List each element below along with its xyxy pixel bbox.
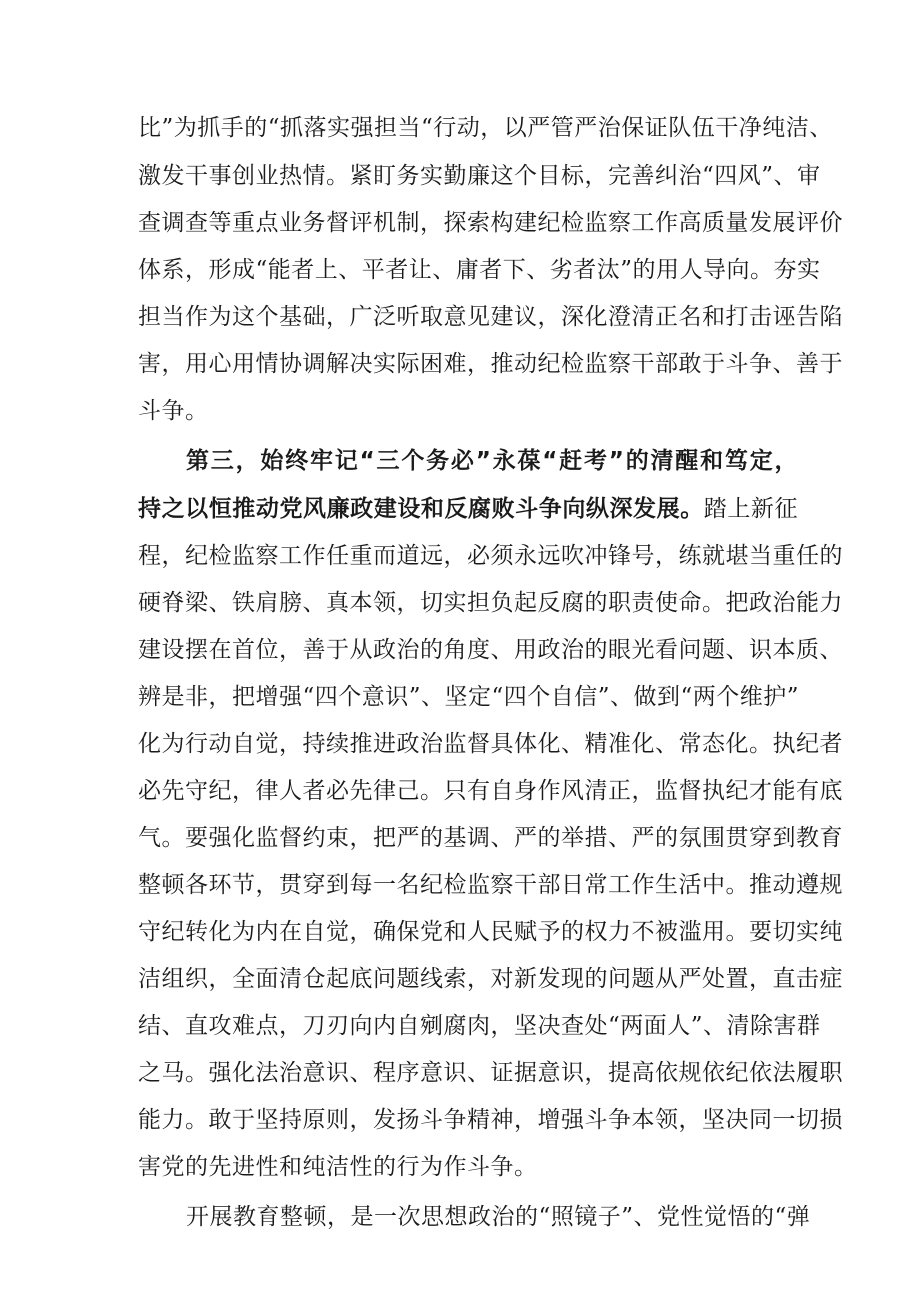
paragraph-2-line-8: 整顿各环节，贯穿到每一名纪检监察干部日常工作生活中。推动遵规: [138, 872, 843, 898]
paragraph-1-line-1: 比”为抓手的“抓落实强担当“行动，以严管严治保证队伍干净纯洁、: [138, 115, 833, 141]
paragraph-2-line-5: 化为行动自觉，持续推进政治监督具体化、精准化、常态化。执纪者: [138, 731, 843, 757]
paragraph-3-line-1: 开展教育整顿，是一次思想政治的“照镜子”、党性觉悟的“弹: [186, 1204, 811, 1230]
paragraph-1-line-2: 激发干事创业热情。紧盯务实勤廉这个目标，完善纠治“四风”、审: [138, 163, 821, 189]
paragraph-2-heading-line-2: [138, 494, 798, 524]
paragraph-2-heading-bold: 持之以恒推动党风廉政建设和反腐败斗争向纵深发展。: [138, 496, 704, 522]
paragraph-2-line-3: 建设摆在首位，善于从政治的角度、用政治的眼光看问题、识本质、: [138, 637, 843, 663]
paragraph-2-line-2: 硬脊梁、铁肩膀、真本领，切实担负起反腐的职责使命。把政治能力: [138, 590, 843, 616]
paragraph-1-line-4: 体系，形成“能者上、平者让、庸者下、劣者汰”的用人导向。夯实: [138, 257, 821, 283]
paragraph-2-heading-line-1: 第三，始终牢记“三个务必”永葆“赶考”的清醒和笃定，: [186, 448, 798, 474]
paragraph-2-line-13: 能力。敢于坚持原则，发扬斗争精神，增强斗争本领，坚决同一切损: [138, 1107, 843, 1133]
paragraph-1-line-3: 查调查等重点业务督评机制，探索构建纪检监察工作高质量发展评价: [138, 210, 843, 236]
paragraph-2-line-4: 辨是非，把增强“四个意识”、坚定“四个自信”、做到“两个维护”: [138, 684, 800, 710]
paragraph-2-line-10: 洁组织，全面清仓起底问题线索，对新发现的问题从严处置，直击症: [138, 966, 843, 992]
paragraph-2-line-1: 程，纪检监察工作任重而道远，必须永远吹冲锋号，练就堪当重任的: [138, 543, 843, 569]
paragraph-1-line-5: 担当作为这个基础，广泛听取意见建议，深化澄清正名和打击诬告陷: [138, 304, 843, 330]
paragraph-2-heading-rest: 踏上新征: [703, 496, 799, 522]
paragraph-2-line-14: 害党的先进性和纯洁性的行为作斗争。: [138, 1154, 538, 1180]
paragraph-2-line-12: 之马。强化法治意识、程序意识、证据意识，提高依规依纪依法履职: [138, 1060, 843, 1086]
paragraph-2-line-7: 气。要强化监督约束，把严的基调、严的举措、严的氛围贯穿到教育: [138, 825, 843, 851]
paragraph-1-line-6: 害，用心用情协调解决实际困难，推动纪检监察干部敢于斗争、善于: [138, 351, 843, 377]
paragraph-2-line-6: 必先守纪，律人者必先律己。只有自身作风清正，监督执纪才能有底: [138, 778, 843, 804]
paragraph-1-line-7: 斗争。: [138, 398, 209, 424]
paragraph-2-line-9: 守纪转化为内在自觉，确保党和人民赋予的权力不被滥用。要切实纯: [138, 919, 843, 945]
paragraph-2-line-11: 结、直攻难点，刀刃向内自剜腐肉，坚决查处“两面人”、清除害群: [138, 1013, 821, 1039]
